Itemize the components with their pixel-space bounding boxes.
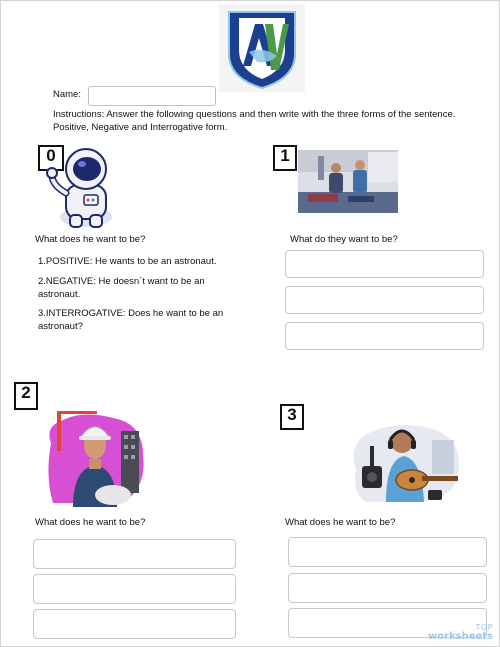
answer-field-3a[interactable]: [288, 537, 487, 567]
number-badge-1: 1: [273, 145, 297, 171]
name-label: Name:: [53, 89, 81, 100]
answer-negative-line-2: astronaut.: [38, 289, 81, 300]
question-2: What does he want to be?: [35, 517, 146, 528]
topworksheets-watermark: [428, 623, 493, 641]
school-logo: [219, 4, 305, 92]
question-1: What do they want to be?: [290, 234, 398, 245]
answer-negative: [38, 275, 258, 301]
answer-interrogative-line-1: 3.INTERROGATIVE: Does he want to be an: [38, 308, 224, 319]
answer-field-2a[interactable]: [33, 539, 236, 569]
watermark-bottom: worksheets: [427, 631, 493, 642]
answer-field-1b[interactable]: [285, 286, 484, 314]
number-badge-0: 0: [38, 145, 64, 171]
instructions-line-1: Instructions: Answer the following questions and then write with the three forms of the sentence.: [53, 109, 456, 120]
watermark-top: TOP: [475, 623, 493, 632]
answer-interrogative-line-2: astronaut?: [38, 321, 83, 332]
name-input[interactable]: [88, 86, 216, 106]
question-0: What does he want to be?: [35, 234, 146, 245]
instructions: [53, 108, 483, 134]
answer-interrogative: [38, 307, 258, 333]
answer-field-2c[interactable]: [33, 609, 236, 639]
answer-field-2b[interactable]: [33, 574, 236, 604]
astronaut-illustration: [44, 145, 124, 231]
question-3: What does he want to be?: [285, 517, 396, 528]
musician-photo: [346, 420, 464, 504]
engineer-photo: [43, 407, 149, 507]
answer-field-3b[interactable]: [288, 573, 487, 603]
answer-field-1c[interactable]: [285, 322, 484, 350]
number-badge-3: 3: [280, 404, 304, 430]
answer-field-1a[interactable]: [285, 250, 484, 278]
answer-positive-line-1: 1.POSITIVE: He wants to be an astronaut.: [38, 256, 217, 267]
fashion-designers-photo: [298, 150, 398, 213]
answer-positive: [38, 255, 258, 268]
number-badge-2: 2: [14, 382, 38, 410]
instructions-line-2: Positive, Negative and Interrogative form.: [53, 122, 228, 133]
answer-negative-line-1: 2.NEGATIVE: He doesn´t want to be an: [38, 276, 205, 287]
